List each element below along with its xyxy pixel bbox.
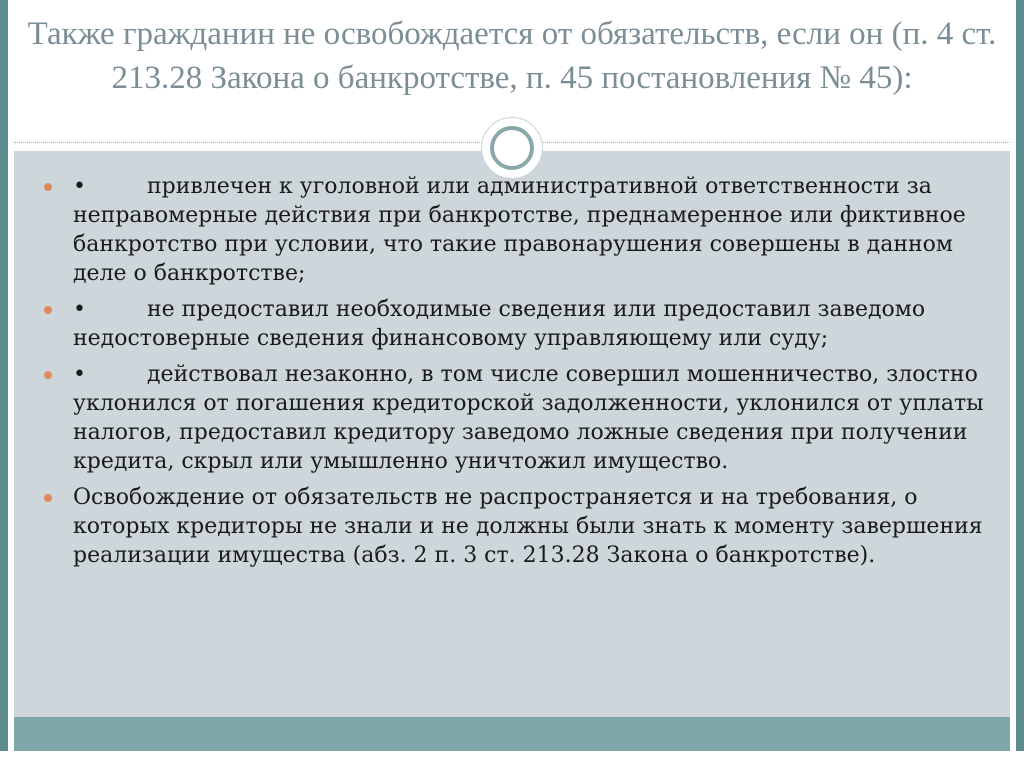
list-item	[44, 360, 984, 476]
frame-left-border	[0, 0, 8, 767]
item-prefix: •	[73, 362, 86, 387]
slide-title: Также гражданин не освобождается от обязательств, если он (п. 4 ст. 213.28 Закона о банкротстве, п. 45 постановления № 45):	[27, 16, 997, 96]
item-prefix: •	[73, 297, 86, 322]
item-text: действовал незаконно, в том числе совершил мошенничество, злостно уклонился от погашения кредиторской задолженности, уклонился от уплаты налогов, предоставил кредитору заведомо ложные сведения при получении кредита, скрыл или умышленно уничтожил имущество.	[73, 362, 984, 474]
item-text: не предоставил необходимые сведения или предоставил заведомо недостоверные сведения финансовому управляющему или суду;	[73, 297, 926, 351]
ring-inner-icon	[490, 126, 534, 170]
bullet-dot-icon	[44, 183, 52, 191]
bullet-dot-icon	[44, 371, 52, 379]
frame-bottom-border	[0, 751, 1024, 767]
bullet-list	[44, 172, 984, 577]
bullet-dot-icon	[44, 306, 52, 314]
item-text: Освобождение от обязательств не распространяется и на требования, о которых кредиторы не знали и не должны были знать к моменту завершения реализации имущества (абз. 2 п. 3 ст. 213.28 Закона о банкротстве).	[73, 485, 983, 568]
footer-band	[14, 717, 1010, 751]
list-item	[44, 295, 984, 353]
list-item	[44, 483, 984, 570]
frame-right-border	[1016, 0, 1024, 767]
item-prefix: •	[73, 174, 86, 199]
list-item	[44, 172, 984, 288]
item-text: привлечен к уголовной или административной ответственности за неправомерные действия при банкротстве, преднамеренное или фиктивное банкротство при условии, что такие правонарушения совершены в данном деле о банкротстве;	[73, 174, 966, 286]
bullet-dot-icon	[44, 494, 52, 502]
